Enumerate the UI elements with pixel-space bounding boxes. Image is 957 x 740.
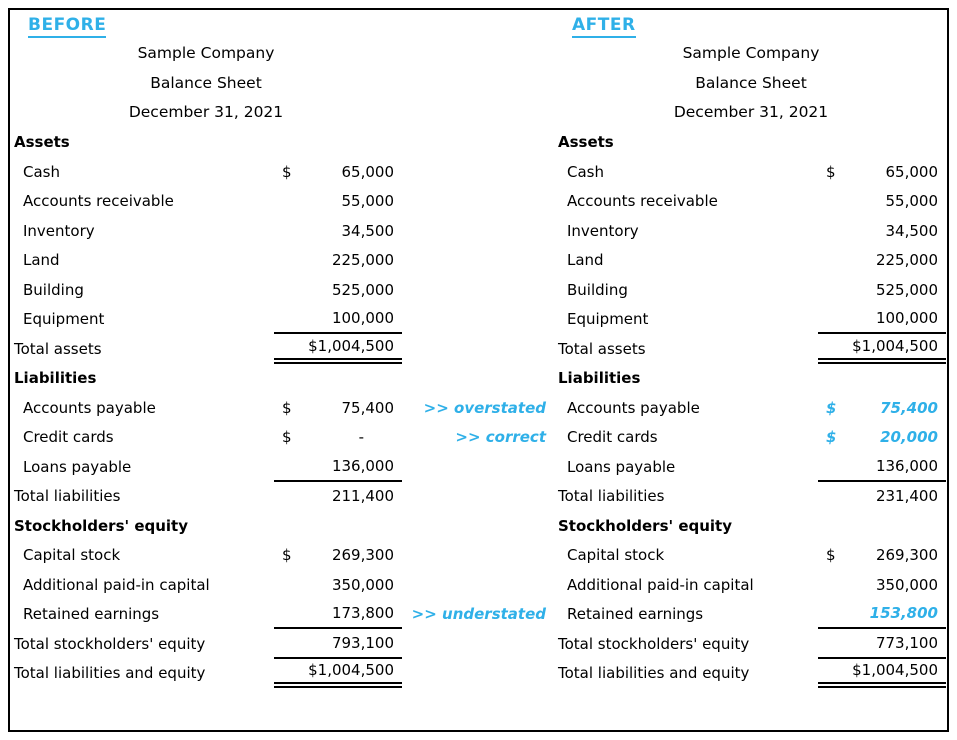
currency-symbol: $ — [826, 398, 837, 417]
currency-symbol: $ — [826, 428, 837, 447]
row-label: Total liabilities — [558, 487, 665, 506]
statement-name: Balance Sheet — [150, 73, 262, 92]
row-value — [274, 452, 402, 482]
row-label: Loans payable — [567, 457, 676, 476]
row-label: Total stockholders' equity — [558, 634, 750, 653]
row-label: Total liabilities and equity — [14, 664, 206, 683]
row-label: Land — [567, 251, 604, 270]
amount: 100,000 — [875, 309, 938, 328]
row-label: Total stockholders' equity — [14, 634, 206, 653]
row-total-assets — [556, 334, 946, 364]
row-label: Building — [567, 280, 628, 299]
row-label: Retained earnings — [567, 605, 704, 624]
after-heading-text: AFTER — [572, 15, 636, 38]
section-liabilities — [12, 364, 552, 394]
row-value — [818, 334, 946, 364]
row-value — [818, 275, 946, 305]
row-value — [818, 541, 946, 571]
row-value — [274, 334, 402, 364]
row-accounts-payable — [556, 393, 946, 423]
row-accounts-receivable — [12, 187, 552, 217]
row-cash — [12, 157, 552, 187]
amount: 225,000 — [875, 251, 938, 270]
row-capital-stock — [12, 541, 552, 571]
row-value — [274, 482, 402, 512]
row-label: Additional paid-in capital — [567, 575, 754, 594]
row-value-corrected — [818, 393, 946, 423]
row-value — [274, 305, 402, 335]
statement-date: December 31, 2021 — [128, 103, 284, 121]
row-label: Credit cards — [23, 428, 114, 447]
after-heading — [572, 15, 946, 39]
row-label: Building — [23, 280, 84, 299]
row-label: Accounts payable — [567, 398, 700, 417]
row-label: Additional paid-in capital — [23, 575, 210, 594]
row-building — [556, 275, 946, 305]
row-value — [818, 452, 946, 482]
currency-symbol: $ — [282, 428, 292, 447]
row-label: Loans payable — [23, 457, 132, 476]
section-label: Liabilities — [14, 369, 97, 388]
row-label: Inventory — [567, 221, 639, 240]
before-title-block — [12, 39, 400, 128]
row-value — [274, 187, 402, 217]
row-value — [274, 600, 402, 630]
section-assets — [556, 128, 946, 158]
row-value — [274, 541, 402, 571]
row-label: Credit cards — [567, 428, 658, 447]
before-heading — [28, 15, 552, 39]
row-label: Accounts payable — [23, 398, 156, 417]
row-value — [818, 187, 946, 217]
row-total-stockholders-equity — [12, 629, 552, 659]
row-value — [274, 629, 402, 659]
section-stockholders-equity — [12, 511, 552, 541]
row-label: Total liabilities and equity — [558, 664, 750, 683]
row-value — [274, 570, 402, 600]
row-value — [274, 275, 402, 305]
amount: 55,000 — [885, 192, 938, 211]
balance-sheet-before — [12, 10, 552, 688]
row-loans-payable — [556, 452, 946, 482]
balance-sheet-after — [556, 10, 946, 688]
row-value — [274, 216, 402, 246]
amount: $1,004,500 — [308, 336, 394, 355]
row-label: Retained earnings — [23, 605, 160, 624]
amount: 525,000 — [875, 280, 938, 299]
row-total-liabilities — [556, 482, 946, 512]
row-value — [818, 659, 946, 689]
row-value — [818, 629, 946, 659]
row-credit-cards — [556, 423, 946, 453]
row-equipment — [556, 305, 946, 335]
amount: 793,100 — [331, 633, 394, 652]
amount: 136,000 — [875, 456, 938, 475]
row-label: Capital stock — [23, 546, 121, 565]
row-total-liabilities-and-equity — [556, 659, 946, 689]
row-total-liabilities-and-equity — [12, 659, 552, 689]
amount: 525,000 — [331, 280, 394, 299]
amount: 231,400 — [875, 487, 938, 506]
amount: 211,400 — [331, 487, 394, 506]
row-land — [556, 246, 946, 276]
statement-name: Balance Sheet — [695, 73, 807, 92]
row-label: Total assets — [558, 339, 646, 358]
row-total-assets — [12, 334, 552, 364]
row-label: Land — [23, 251, 60, 270]
currency-symbol: $ — [282, 546, 292, 565]
row-additional-paid-in-capital — [12, 570, 552, 600]
row-land — [12, 246, 552, 276]
section-label: Assets — [14, 133, 70, 152]
amount: 173,800 — [331, 604, 394, 623]
amount: - — [358, 428, 364, 447]
section-assets — [12, 128, 552, 158]
row-capital-stock — [556, 541, 946, 571]
amount: $1,004,500 — [308, 661, 394, 680]
row-building — [12, 275, 552, 305]
row-value — [274, 393, 402, 423]
row-label: Total assets — [14, 339, 102, 358]
row-value — [818, 482, 946, 512]
currency-symbol: $ — [826, 162, 836, 181]
row-label: Cash — [23, 162, 60, 181]
currency-symbol: $ — [282, 162, 292, 181]
row-total-stockholders-equity — [556, 629, 946, 659]
row-value — [274, 246, 402, 276]
currency-symbol: $ — [826, 546, 836, 565]
row-value — [274, 423, 402, 453]
amount: 773,100 — [875, 633, 938, 652]
section-stockholders-equity — [556, 511, 946, 541]
overstated-annotation: >> overstated — [423, 398, 546, 417]
row-label: Capital stock — [567, 546, 665, 565]
row-loans-payable — [12, 452, 552, 482]
row-label: Equipment — [23, 310, 105, 329]
row-label: Equipment — [567, 310, 649, 329]
amount: 55,000 — [341, 192, 394, 211]
row-equipment — [12, 305, 552, 335]
row-value — [274, 157, 402, 187]
amount: 34,500 — [885, 221, 938, 240]
company-name: Sample Company — [682, 44, 820, 62]
amount: 269,300 — [875, 546, 938, 565]
row-additional-paid-in-capital — [556, 570, 946, 600]
section-label: Stockholders' equity — [14, 516, 189, 535]
row-value-corrected — [818, 423, 946, 453]
amount: 65,000 — [885, 162, 938, 181]
amount: 100,000 — [331, 309, 394, 328]
amount: 350,000 — [875, 575, 938, 594]
amount: $1,004,500 — [852, 661, 938, 680]
row-accounts-receivable — [556, 187, 946, 217]
company-name: Sample Company — [137, 44, 275, 62]
row-inventory — [12, 216, 552, 246]
row-value — [818, 305, 946, 335]
row-retained-earnings — [12, 600, 552, 630]
row-label: Accounts receivable — [567, 192, 718, 211]
amount: 75,400 — [341, 398, 394, 417]
row-value — [818, 570, 946, 600]
amount: 136,000 — [331, 456, 394, 475]
row-retained-earnings — [556, 600, 946, 630]
amount: 350,000 — [331, 575, 394, 594]
row-value — [274, 659, 402, 689]
row-value-corrected — [818, 600, 946, 630]
row-cash — [556, 157, 946, 187]
understated-annotation: >> understated — [411, 605, 546, 624]
statement-date: December 31, 2021 — [673, 103, 829, 121]
amount: 269,300 — [331, 546, 394, 565]
section-label: Stockholders' equity — [558, 516, 733, 535]
amount: 65,000 — [341, 162, 394, 181]
row-value — [818, 216, 946, 246]
before-heading-text: BEFORE — [28, 15, 106, 38]
row-total-liabilities — [12, 482, 552, 512]
amount: 153,800 — [869, 604, 938, 623]
section-label: Liabilities — [558, 369, 641, 388]
amount: 225,000 — [331, 251, 394, 270]
correct-annotation: >> correct — [455, 428, 546, 447]
row-label: Accounts receivable — [23, 192, 174, 211]
section-liabilities — [556, 364, 946, 394]
amount: $1,004,500 — [852, 336, 938, 355]
currency-symbol: $ — [282, 398, 292, 417]
amount: 34,500 — [341, 221, 394, 240]
row-value — [818, 246, 946, 276]
row-label: Total liabilities — [14, 487, 121, 506]
section-label: Assets — [558, 133, 614, 152]
row-value — [818, 157, 946, 187]
row-label: Cash — [567, 162, 604, 181]
after-title-block — [556, 39, 946, 128]
amount: 75,400 — [880, 398, 938, 417]
row-inventory — [556, 216, 946, 246]
amount: 20,000 — [880, 428, 938, 447]
row-accounts-payable — [12, 393, 552, 423]
row-label: Inventory — [23, 221, 95, 240]
row-credit-cards — [12, 423, 552, 453]
